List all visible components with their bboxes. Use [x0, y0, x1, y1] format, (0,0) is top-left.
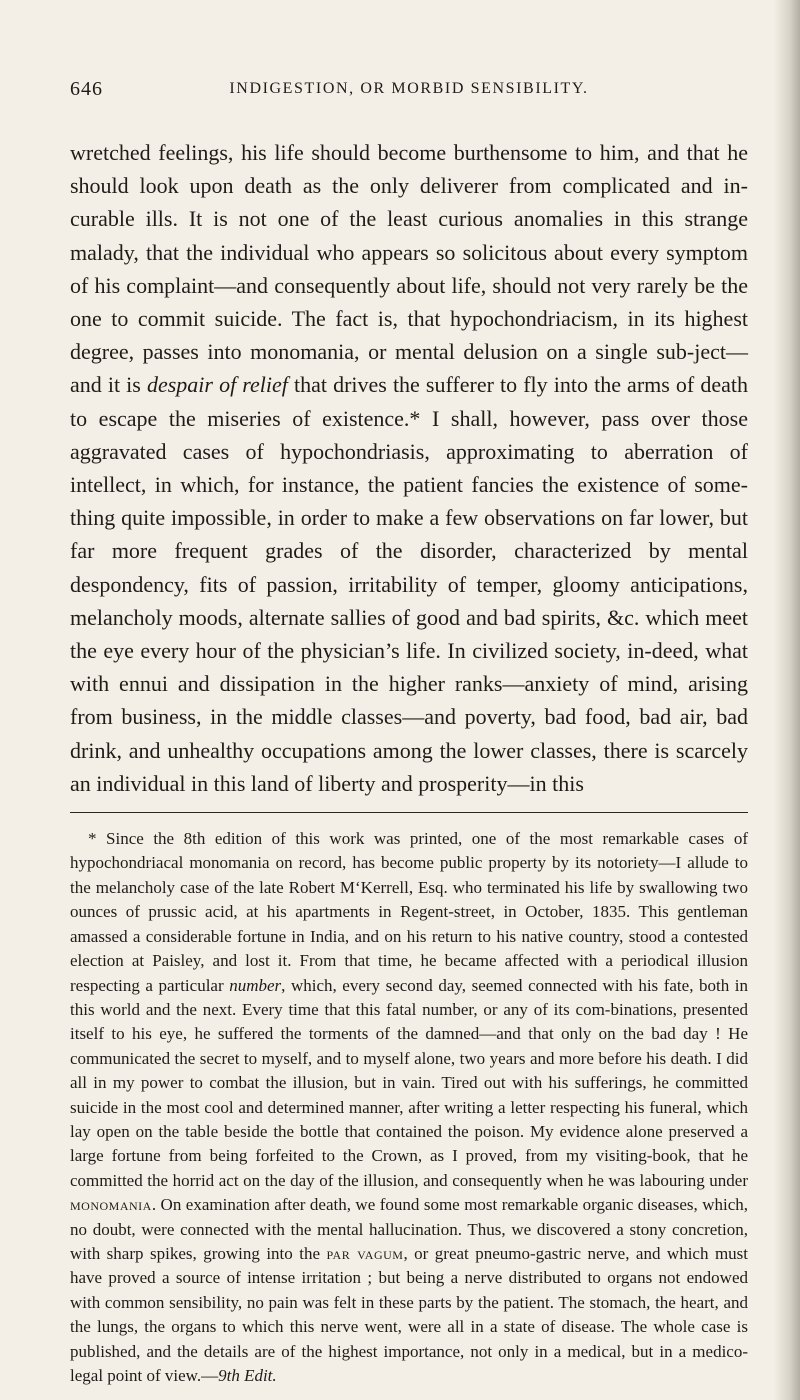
- running-head: INDIGESTION, OR MORBID SENSIBILITY.: [229, 80, 589, 97]
- footnote-smallcaps-monomania: monomania: [70, 1195, 152, 1215]
- page-number: 646: [70, 78, 103, 100]
- footnote: [70, 827, 748, 1388]
- footnote-text-2: , which, every second day, seemed connected with his fate, both in this world and the next. Every time that this fatal number, or any of its com-binations, presented itself to his eye, he suffered the torments of the damned—and that only on the bad day ! He communicated the secret to myself, and to myself alone, two years and more before his death. I did all in my power to combat the illusion, but in vain. Tired out with his sufferings, he committed suicide in the most cool and determined manner, after writing a letter respecting his funeral, which lay open on the table beside the bottle that contained the poison. My evidence alone preserved a large fortune from being forfeited to the Crown, as I proved, from my visiting-book, that he committed the horrid act on the day of the illusion, and consequently when he was labouring under: [70, 975, 748, 1190]
- footnote-smallcaps-par-vagum: par vagum: [326, 1243, 404, 1263]
- page-edge-shadow: [774, 0, 800, 1400]
- footnote-emphasis-number: number: [229, 975, 282, 995]
- page-header: [70, 78, 748, 114]
- body-text-1: wretched feelings, his life should become burthensome to him, and that he should look upon death as the only deliverer from complicated and in-curable ills. It is not one of the least curious anomalies in this strange malady, that the individual who appears so solicitous about every symptom of his complaint—and consequently about life, should not very rarely be the one to commit suicide. The fact is, that hypochondriacism, in its highest degree, passes into monomania, or mental delusion on a single sub-ject—and it is: [70, 140, 748, 398]
- main-text: [70, 136, 748, 800]
- body-text-2: that drives the sufferer to fly into the arms of death to escape the miseries of existence.* I shall, however, pass over those aggravated cases of hypochondriasis, approximating to aberration of intellect, in which, for instance, the patient fancies the existence of some-thing quite impossible, in order to make a few observations on far lower, but far more frequent grades of the disorder, characterized by mental despondency, fits of passion, irritability of temper, gloomy anticipations, melancholy moods, alternate sallies of good and bad spirits, &c. which meet the eye every hour of the physician’s life. In civilized society, in-deed, what with ennui and dissipation in the higher ranks—anxiety of mind, arising from business, in the middle classes—and poverty, bad food, bad air, bad drink, and unhealthy occupations among the lower classes, there is scarcely an individual in this land of liberty and prosperity—in this: [70, 372, 748, 796]
- footnote-text-4: , or great pneumo-gastric nerve, and which must have proved a source of intense irritation ; but being a nerve distributed to organs not endowed with common sensibility, no pain was felt in these parts by the patient. The stomach, the heart, and the lungs, the organs to which this nerve went, were all in a state of disease. The whole case is published, and the details are of the highest importance, not only in a medical, but in a medico-legal point of view.—: [70, 1243, 749, 1385]
- footnote-edition-note: 9th Edit.: [218, 1366, 277, 1385]
- footnote-text-3: . On examination after death, we found some most remarkable organic diseases, which, no doubt, were connected with the mental hallucination. Thus, we discovered a stony concretion, with sharp spikes, growing into the: [70, 1195, 748, 1263]
- body-emphasis: despair of relief: [146, 372, 288, 398]
- footnote-paragraph: [70, 827, 748, 1388]
- body-paragraph: [70, 136, 748, 800]
- footnote-text-1: * Since the 8th edition of this work was printed, one of the most remarkable cases of hypochondriacal monomania on record, has become public property by its notoriety—I allude to the melancholy case of the late Robert M‘Kerrell, Esq. who terminated his life by swallowing two ounces of prussic acid, at his apartments in Regent-street, in October, 1835. This gentleman amassed a considerable fortune in India, and on his return to his native country, stood a contested election at Paisley, and lost it. From that time, he became affected with a periodical illusion respecting a particular: [70, 829, 748, 995]
- footnote-rule: [70, 812, 748, 813]
